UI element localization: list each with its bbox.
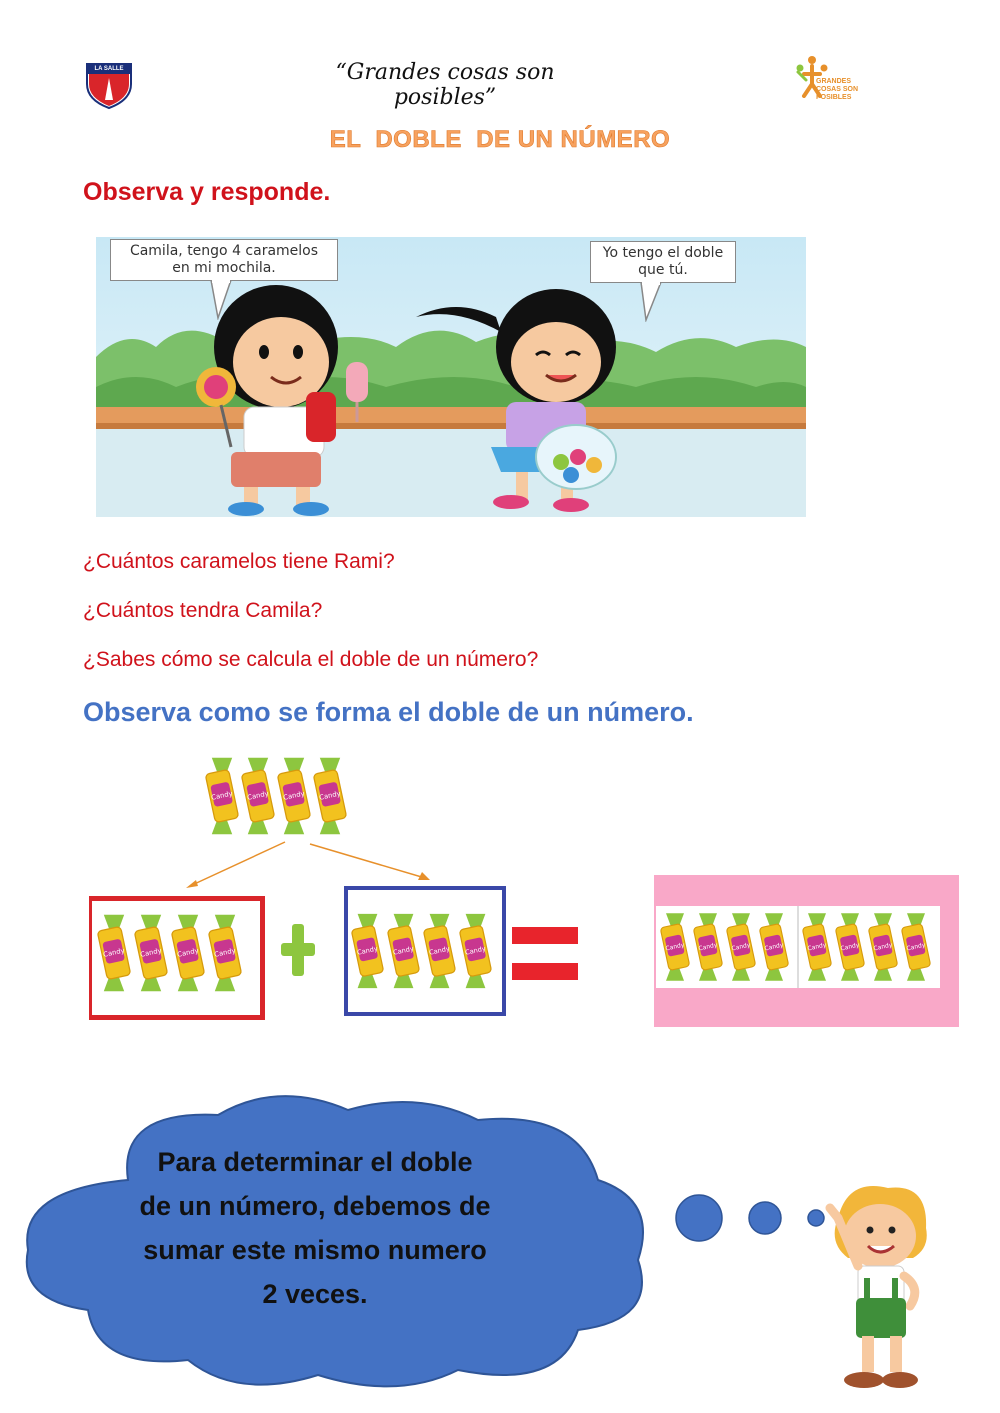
svg-text:Candy: Candy xyxy=(392,944,415,957)
thinking-boy-illustration xyxy=(818,1178,938,1393)
candy-icon xyxy=(208,907,242,999)
svg-text:Candy: Candy xyxy=(102,946,126,959)
candy-icon xyxy=(868,907,898,987)
svg-text:Candy: Candy xyxy=(139,946,163,959)
svg-text:Candy: Candy xyxy=(730,941,752,953)
page-title: EL DOBLE DE UN NÚMERO xyxy=(329,126,671,153)
la-salle-logo xyxy=(83,60,135,110)
candy-icon xyxy=(171,907,205,999)
question-3: ¿Sabes cómo se calcula el doble de un número? xyxy=(83,648,539,671)
cloud-line-3: sumar este mismo numero xyxy=(143,1235,487,1265)
plus-icon xyxy=(279,922,317,978)
candy-icon xyxy=(802,907,832,987)
candy-icon xyxy=(387,905,420,997)
svg-text:Candy: Candy xyxy=(664,941,686,953)
svg-text:Candy: Candy xyxy=(464,944,487,957)
svg-text:Candy: Candy xyxy=(246,789,270,802)
candy-icon xyxy=(241,753,275,839)
logo-left-text: LA SALLE xyxy=(94,66,124,72)
svg-text:Candy: Candy xyxy=(839,941,861,953)
svg-text:Candy: Candy xyxy=(428,944,451,957)
candy-icon xyxy=(835,907,865,987)
speech-bubble-girl: Yo tengo el doble que tú. xyxy=(590,241,736,283)
candy-group-right xyxy=(351,902,497,1000)
svg-text:Candy: Candy xyxy=(213,946,237,959)
candy-icon xyxy=(759,907,789,987)
svg-text:Candy: Candy xyxy=(318,789,342,802)
cloud-line-1: Para determinar el doble xyxy=(157,1147,473,1177)
speech-bubble-boy: Camila, tengo 4 caramelos en mi mochila. xyxy=(110,239,338,281)
svg-text:Candy: Candy xyxy=(806,941,828,953)
candy-icon xyxy=(726,907,756,987)
svg-text:Candy: Candy xyxy=(282,789,306,802)
svg-text:Candy: Candy xyxy=(697,941,719,953)
result-divider xyxy=(797,906,799,988)
section2-heading: Observa como se forma el doble de un número. xyxy=(83,697,694,727)
svg-text:Candy: Candy xyxy=(176,946,200,959)
svg-text:Candy: Candy xyxy=(905,941,927,953)
candy-icon xyxy=(277,753,311,839)
candy-icon xyxy=(423,905,456,997)
candy-icon xyxy=(351,905,384,997)
svg-text:Candy: Candy xyxy=(763,941,785,953)
bubble-tail-icon xyxy=(636,282,666,322)
section1-heading: Observa y responde. xyxy=(83,178,331,206)
candy-icon xyxy=(693,907,723,987)
candy-icon xyxy=(313,753,347,839)
svg-text:Candy: Candy xyxy=(210,789,234,802)
thought-dots-icon xyxy=(672,1192,832,1242)
candy-group-top xyxy=(205,752,365,840)
candy-group-result-b xyxy=(802,906,937,988)
question-1: ¿Cuántos caramelos tiene Rami? xyxy=(83,550,395,573)
candy-icon xyxy=(97,907,131,999)
split-arrows-icon xyxy=(180,838,440,893)
grandes-cosas-logo xyxy=(792,54,867,101)
cloud-text xyxy=(110,1140,520,1316)
bubble-tail-icon xyxy=(206,280,236,320)
candy-icon xyxy=(901,907,931,987)
candy-group-result-a xyxy=(660,906,795,988)
candy-icon xyxy=(205,753,239,839)
cloud-line-4: 2 veces. xyxy=(262,1279,368,1309)
candy-icon xyxy=(134,907,168,999)
candy-icon xyxy=(459,905,492,997)
svg-text:Candy: Candy xyxy=(356,944,379,957)
motto: “Grandes cosas son posibles” xyxy=(335,60,555,110)
equals-icon xyxy=(512,925,580,985)
candy-group-left xyxy=(97,905,247,1000)
children-illustration xyxy=(96,237,806,517)
candy-icon xyxy=(660,907,690,987)
cloud-line-2: de un número, debemos de xyxy=(139,1191,491,1221)
svg-text:Candy: Candy xyxy=(872,941,894,953)
question-2: ¿Cuántos tendra Camila? xyxy=(83,599,323,622)
logo-right-text: GRANDES COSAS SON POSIBLES xyxy=(816,78,859,101)
